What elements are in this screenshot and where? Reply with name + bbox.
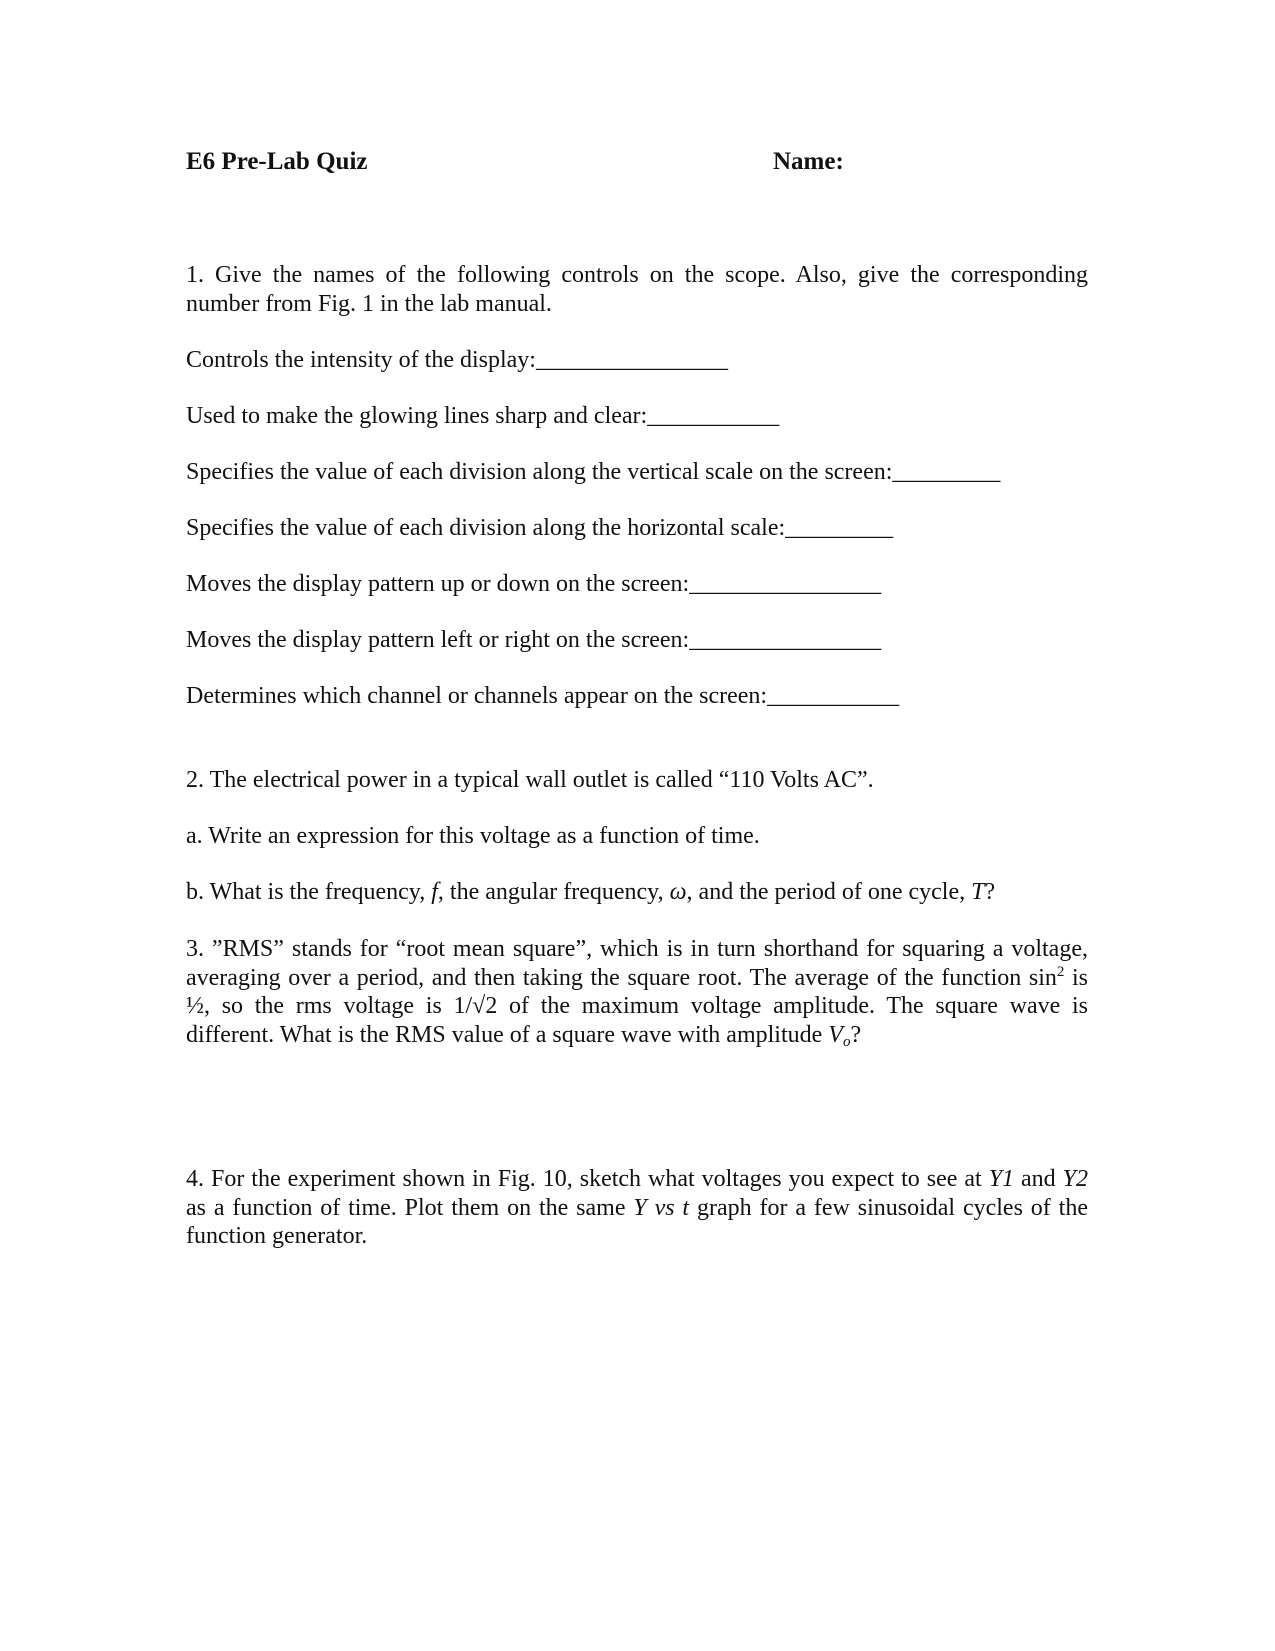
q1-item-vertical-scale: Specifies the value of each division along the vertical scale on the screen:_________ bbox=[186, 459, 1001, 485]
name-label: Name: bbox=[773, 148, 844, 175]
question-2-prompt: 2. The electrical power in a typical wall outlet is called “110 Volts AC”. bbox=[186, 767, 874, 793]
question-1-prompt: 1. Give the names of the following controls on the scope. Also, give the corresponding number from Fig. 1 in the lab manual. bbox=[186, 262, 1088, 317]
q1-item-focus: Used to make the glowing lines sharp and clear:___________ bbox=[186, 403, 780, 429]
question-3: 3. ”RMS” stands for “root mean square”, which is in turn shorthand for squaring a voltage, averaging over a period, and then taking the square root. The average of the function $\sin^2$ is ½, so the rms voltage is 1/√2 of the maximum voltage amplitude. The square wave is different. What is the RMS value of a square wave with amplitude $V_o$? bbox=[186, 936, 1088, 1050]
page-title: E6 Pre-Lab Quiz bbox=[186, 148, 368, 175]
q1-item-intensity: Controls the intensity of the display:________________ bbox=[186, 347, 728, 373]
q1-item-horizontal-position: Moves the display pattern left or right on the screen:________________ bbox=[186, 627, 882, 653]
q1-item-vertical-position: Moves the display pattern up or down on the screen:________________ bbox=[186, 571, 882, 597]
question-4: 4. For the experiment shown in Fig. 10, sketch what voltages you expect to see at Y1 and Y2 as a function of time. Plot them on the same Y vs t graph for a few sinusoidal cycles of the function generator. bbox=[186, 1166, 1088, 1249]
q1-item-horizontal-scale: Specifies the value of each division along the horizontal scale:_________ bbox=[186, 515, 894, 541]
question-2a: a. Write an expression for this voltage as a function of time. bbox=[186, 823, 760, 849]
question-2b: b. What is the frequency, f, the angular frequency, ω, and the period of one cycle, T? bbox=[186, 879, 996, 905]
q1-item-channel-mode: Determines which channel or channels appear on the screen:___________ bbox=[186, 683, 900, 709]
